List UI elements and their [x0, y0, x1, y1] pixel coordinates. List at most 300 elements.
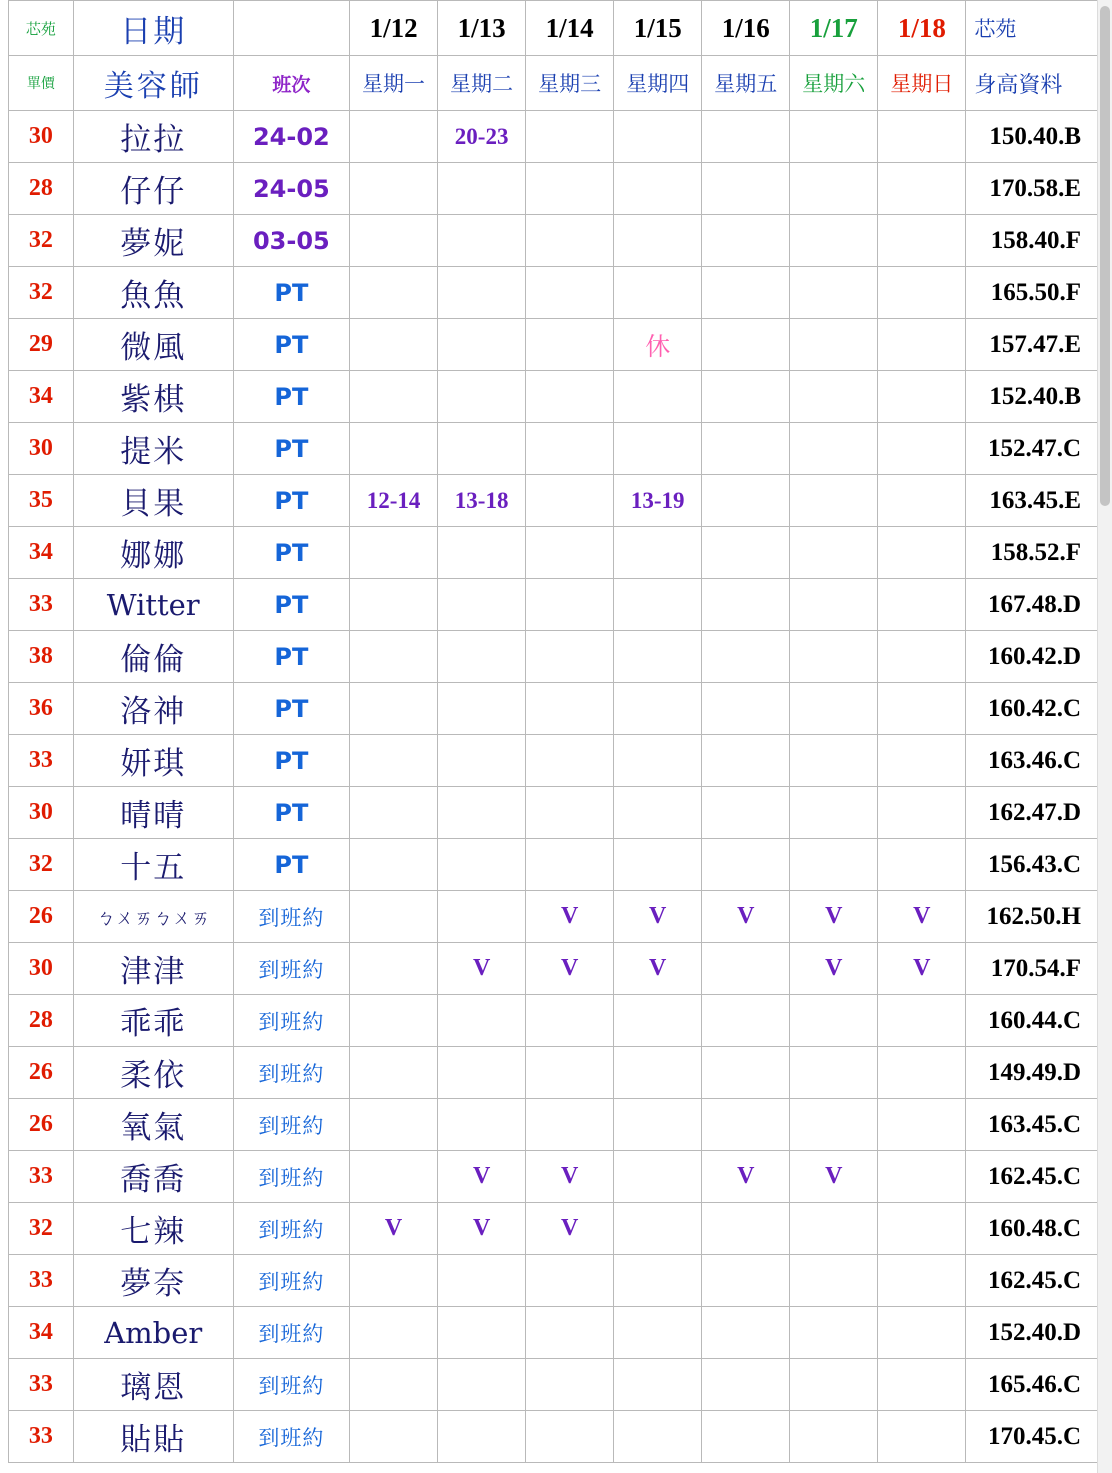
unit-price-value: 32 [28, 1215, 53, 1241]
cell-day-6[interactable] [878, 735, 966, 787]
cell-shift [233, 215, 349, 267]
cell-day-2[interactable] [526, 579, 614, 631]
shift-value: PT [274, 330, 309, 359]
cell-height-info [966, 891, 1098, 943]
cell-day-1[interactable] [438, 371, 526, 423]
cell-unit-price [9, 527, 74, 579]
cell-day-1[interactable] [438, 995, 526, 1047]
header-weekday-5: 星期六 [790, 56, 878, 111]
cell-shift [233, 579, 349, 631]
height-value: 167.48.D [987, 590, 1081, 618]
shift-value: PT [274, 694, 309, 723]
height-value: 170.58.E [989, 174, 1081, 202]
cell-day-0[interactable] [350, 371, 438, 423]
cell-day-0[interactable] [350, 735, 438, 787]
cell-day-5[interactable] [790, 423, 878, 475]
stylist-name-value: Amber [104, 1315, 203, 1350]
cell-stylist-name [73, 1255, 233, 1307]
cell-day-1[interactable] [438, 475, 526, 527]
cell-day-4[interactable] [702, 267, 790, 319]
cell-day-4[interactable] [702, 215, 790, 267]
cell-day-6[interactable] [878, 1099, 966, 1151]
cell-height-info [966, 1411, 1098, 1463]
height-value: 158.40.F [990, 226, 1081, 254]
cell-day-3[interactable] [614, 1203, 702, 1255]
cell-day-5[interactable] [790, 1099, 878, 1151]
cell-day-0[interactable] [350, 839, 438, 891]
cell-day-5[interactable] [790, 1047, 878, 1099]
cell-day-1[interactable] [438, 527, 526, 579]
cell-day-6[interactable] [878, 787, 966, 839]
cell-day-5[interactable] [790, 943, 878, 995]
shift-value: 到班約 [258, 1217, 325, 1242]
cell-day-5[interactable] [790, 527, 878, 579]
cell-day-2[interactable] [526, 1359, 614, 1411]
cell-shift [233, 111, 349, 163]
cell-day-1[interactable] [438, 1307, 526, 1359]
shift-label: 班次 [233, 56, 349, 111]
cell-unit-price [9, 1151, 74, 1203]
shift-value: 到班約 [258, 1009, 325, 1034]
cell-day-6[interactable] [878, 1307, 966, 1359]
shift-value: PT [274, 642, 309, 671]
unit-price-value: 29 [28, 331, 53, 357]
cell-day-4[interactable] [702, 735, 790, 787]
shift-value: PT [274, 278, 309, 307]
cell-day-3[interactable] [614, 527, 702, 579]
corner-tag-right: 芯苑 [966, 1, 1098, 56]
stylist-name-value: 倫倫 [120, 642, 187, 678]
cell-day-5[interactable] [790, 1307, 878, 1359]
cell-day-6[interactable] [878, 527, 966, 579]
cell-day-6[interactable] [878, 267, 966, 319]
cell-day-3[interactable] [614, 1411, 702, 1463]
cell-day-0[interactable] [350, 319, 438, 371]
cell-stylist-name [73, 579, 233, 631]
cell-day-4[interactable] [702, 631, 790, 683]
cell-day-4[interactable] [702, 1255, 790, 1307]
cell-day-5[interactable] [790, 631, 878, 683]
shift-value: 到班約 [258, 1269, 325, 1294]
cell-height-info [966, 1359, 1098, 1411]
cell-day-2[interactable] [526, 683, 614, 735]
shift-value: 03-05 [252, 226, 330, 255]
cell-day-0[interactable] [350, 163, 438, 215]
cell-height-info [966, 319, 1098, 371]
cell-day-2[interactable] [526, 1411, 614, 1463]
cell-day-6[interactable] [878, 1255, 966, 1307]
cell-day-4[interactable] [702, 1047, 790, 1099]
cell-day-2[interactable] [526, 839, 614, 891]
cell-day-0[interactable] [350, 423, 438, 475]
cell-day-4[interactable] [702, 579, 790, 631]
cell-day-1[interactable] [438, 1203, 526, 1255]
height-value: 165.50.F [990, 278, 1081, 306]
cell-day-5[interactable] [790, 787, 878, 839]
cell-day-3[interactable] [614, 891, 702, 943]
cell-unit-price [9, 1359, 74, 1411]
cell-day-4[interactable] [702, 1203, 790, 1255]
cell-height-info [966, 163, 1098, 215]
cell-day-0[interactable] [350, 683, 438, 735]
cell-day-1[interactable] [438, 839, 526, 891]
stylist-name-value: 璃恩 [120, 1370, 187, 1406]
cell-day-5[interactable] [790, 267, 878, 319]
cell-day-6[interactable] [878, 631, 966, 683]
cell-day-3[interactable] [614, 1255, 702, 1307]
table-row [9, 1411, 1098, 1463]
cell-day-2[interactable] [526, 267, 614, 319]
cell-day-1[interactable] [438, 1047, 526, 1099]
cell-day-1[interactable] [438, 267, 526, 319]
cell-day-1[interactable] [438, 163, 526, 215]
cell-day-6[interactable] [878, 111, 966, 163]
height-value: 162.50.H [986, 902, 1081, 930]
cell-day-4[interactable] [702, 1307, 790, 1359]
cell-unit-price [9, 995, 74, 1047]
cell-day-4[interactable] [702, 891, 790, 943]
day-entry-value: V [560, 1215, 579, 1241]
header-date-2: 1/14 [526, 1, 614, 56]
cell-day-2[interactable] [526, 111, 614, 163]
cell-day-6[interactable] [878, 319, 966, 371]
cell-day-0[interactable] [350, 527, 438, 579]
cell-day-2[interactable] [526, 371, 614, 423]
unit-price-value: 34 [28, 539, 53, 565]
cell-day-5[interactable] [790, 1151, 878, 1203]
cell-day-2[interactable] [526, 631, 614, 683]
cell-shift [233, 1151, 349, 1203]
cell-day-3[interactable] [614, 787, 702, 839]
stylist-name-value: 七辣 [120, 1214, 187, 1250]
cell-day-3[interactable] [614, 683, 702, 735]
cell-day-5[interactable] [790, 163, 878, 215]
cell-day-3[interactable] [614, 735, 702, 787]
cell-height-info [966, 735, 1098, 787]
cell-day-1[interactable] [438, 111, 526, 163]
cell-day-3[interactable] [614, 1359, 702, 1411]
cell-height-info [966, 787, 1098, 839]
cell-day-5[interactable] [790, 475, 878, 527]
shift-value: PT [274, 746, 309, 775]
cell-day-1[interactable] [438, 683, 526, 735]
height-value: 163.45.C [987, 1110, 1081, 1138]
cell-day-1[interactable] [438, 735, 526, 787]
cell-day-4[interactable] [702, 319, 790, 371]
cell-day-0[interactable] [350, 995, 438, 1047]
cell-day-3[interactable] [614, 423, 702, 475]
shift-value: 到班約 [258, 1425, 325, 1450]
cell-day-6[interactable] [878, 1359, 966, 1411]
cell-day-1[interactable] [438, 1099, 526, 1151]
cell-day-2[interactable] [526, 163, 614, 215]
cell-day-0[interactable] [350, 891, 438, 943]
cell-height-info [966, 631, 1098, 683]
cell-day-2[interactable] [526, 995, 614, 1047]
cell-day-3[interactable] [614, 475, 702, 527]
cell-unit-price [9, 1411, 74, 1463]
cell-day-0[interactable] [350, 215, 438, 267]
cell-day-2[interactable] [526, 735, 614, 787]
cell-day-5[interactable] [790, 319, 878, 371]
stylist-name-value: 提米 [120, 434, 187, 470]
cell-day-1[interactable] [438, 579, 526, 631]
cell-day-4[interactable] [702, 371, 790, 423]
header-row-dates [9, 1, 1098, 56]
height-value: 157.47.E [989, 330, 1081, 358]
cell-day-5[interactable] [790, 1203, 878, 1255]
cell-day-5[interactable] [790, 1255, 878, 1307]
cell-day-1[interactable] [438, 423, 526, 475]
cell-stylist-name [73, 371, 233, 423]
cell-day-0[interactable] [350, 1203, 438, 1255]
cell-day-2[interactable] [526, 1099, 614, 1151]
cell-day-6[interactable] [878, 839, 966, 891]
cell-unit-price [9, 683, 74, 735]
cell-day-0[interactable] [350, 943, 438, 995]
scrollbar-thumb[interactable] [1100, 6, 1110, 506]
unit-price-value: 30 [28, 123, 53, 149]
height-value: 162.45.C [987, 1266, 1081, 1294]
cell-stylist-name [73, 787, 233, 839]
cell-day-0[interactable] [350, 1099, 438, 1151]
cell-day-5[interactable] [790, 215, 878, 267]
cell-day-5[interactable] [790, 735, 878, 787]
shift-value: PT [274, 486, 309, 515]
cell-day-2[interactable] [526, 423, 614, 475]
cell-day-6[interactable] [878, 215, 966, 267]
cell-day-1[interactable] [438, 1411, 526, 1463]
cell-day-0[interactable] [350, 1255, 438, 1307]
cell-day-6[interactable] [878, 683, 966, 735]
header-weekday-4: 星期五 [702, 56, 790, 111]
cell-day-4[interactable] [702, 111, 790, 163]
cell-unit-price [9, 943, 74, 995]
header-date-0: 1/12 [350, 1, 438, 56]
cell-unit-price [9, 267, 74, 319]
cell-day-1[interactable] [438, 1151, 526, 1203]
table-row [9, 631, 1098, 683]
cell-day-6[interactable] [878, 943, 966, 995]
cell-day-4[interactable] [702, 683, 790, 735]
unit-price-value: 36 [28, 695, 53, 721]
cell-day-4[interactable] [702, 163, 790, 215]
stylist-name-value: 乖乖 [120, 1006, 187, 1042]
cell-day-5[interactable] [790, 891, 878, 943]
cell-day-6[interactable] [878, 1411, 966, 1463]
header-weekday-1: 星期二 [438, 56, 526, 111]
cell-day-0[interactable] [350, 579, 438, 631]
cell-day-4[interactable] [702, 1359, 790, 1411]
stylist-label: 美容師 [73, 56, 233, 111]
cell-day-3[interactable] [614, 579, 702, 631]
cell-height-info [966, 215, 1098, 267]
unit-price-value: 28 [28, 175, 53, 201]
cell-stylist-name [73, 1099, 233, 1151]
cell-height-info [966, 1255, 1098, 1307]
cell-shift [233, 1359, 349, 1411]
cell-stylist-name [73, 1151, 233, 1203]
cell-day-3[interactable] [614, 371, 702, 423]
header-date-5: 1/17 [790, 1, 878, 56]
cell-day-5[interactable] [790, 839, 878, 891]
height-value: 162.45.C [987, 1162, 1081, 1190]
cell-day-4[interactable] [702, 1151, 790, 1203]
cell-unit-price [9, 787, 74, 839]
table-row [9, 371, 1098, 423]
cell-day-4[interactable] [702, 839, 790, 891]
cell-day-5[interactable] [790, 371, 878, 423]
cell-day-5[interactable] [790, 111, 878, 163]
cell-day-1[interactable] [438, 1255, 526, 1307]
cell-day-3[interactable] [614, 1151, 702, 1203]
cell-day-3[interactable] [614, 319, 702, 371]
cell-day-2[interactable] [526, 1307, 614, 1359]
cell-day-2[interactable] [526, 475, 614, 527]
shift-value: 到班約 [258, 905, 325, 930]
cell-day-6[interactable] [878, 1203, 966, 1255]
cell-day-0[interactable] [350, 631, 438, 683]
cell-day-2[interactable] [526, 215, 614, 267]
cell-day-4[interactable] [702, 787, 790, 839]
height-value: 160.48.C [987, 1214, 1081, 1242]
header-date-3: 1/15 [614, 1, 702, 56]
cell-day-6[interactable] [878, 163, 966, 215]
cell-day-0[interactable] [350, 475, 438, 527]
cell-day-2[interactable] [526, 787, 614, 839]
unit-price-value: 32 [28, 851, 53, 877]
cell-day-2[interactable] [526, 527, 614, 579]
cell-day-6[interactable] [878, 891, 966, 943]
cell-day-3[interactable] [614, 943, 702, 995]
cell-stylist-name [73, 735, 233, 787]
header-weekday-0: 星期一 [350, 56, 438, 111]
cell-day-0[interactable] [350, 1411, 438, 1463]
table-row [9, 267, 1098, 319]
cell-height-info [966, 1203, 1098, 1255]
cell-day-2[interactable] [526, 1255, 614, 1307]
cell-day-3[interactable] [614, 1099, 702, 1151]
cell-unit-price [9, 163, 74, 215]
cell-stylist-name [73, 527, 233, 579]
cell-day-5[interactable] [790, 1359, 878, 1411]
cell-shift [233, 735, 349, 787]
cell-day-3[interactable] [614, 839, 702, 891]
unit-price-value: 38 [28, 643, 53, 669]
height-value: 162.47.D [987, 798, 1081, 826]
cell-height-info [966, 1151, 1098, 1203]
stylist-name-value: ㄅㄨㄞㄅㄨㄞ [96, 907, 211, 929]
table-row [9, 1203, 1098, 1255]
cell-day-4[interactable] [702, 475, 790, 527]
cell-day-2[interactable] [526, 1047, 614, 1099]
shift-value: PT [274, 590, 309, 619]
cell-day-2[interactable] [526, 1203, 614, 1255]
cell-day-4[interactable] [702, 1411, 790, 1463]
cell-day-6[interactable] [878, 423, 966, 475]
date-label-cell: 日期 [73, 1, 233, 56]
vertical-scrollbar[interactable] [1097, 0, 1112, 1473]
cell-day-0[interactable] [350, 1359, 438, 1411]
cell-day-5[interactable] [790, 1411, 878, 1463]
cell-day-3[interactable] [614, 995, 702, 1047]
cell-day-6[interactable] [878, 1151, 966, 1203]
cell-day-2[interactable] [526, 1151, 614, 1203]
cell-shift [233, 267, 349, 319]
cell-day-4[interactable] [702, 1099, 790, 1151]
cell-day-0[interactable] [350, 1047, 438, 1099]
cell-day-1[interactable] [438, 319, 526, 371]
day-entry-value: 休 [645, 331, 671, 361]
cell-height-info [966, 839, 1098, 891]
cell-day-3[interactable] [614, 1047, 702, 1099]
day-entry-value: V [913, 903, 931, 929]
cell-day-1[interactable] [438, 943, 526, 995]
cell-day-1[interactable] [438, 787, 526, 839]
cell-shift [233, 787, 349, 839]
cell-unit-price [9, 631, 74, 683]
shift-value: 到班約 [258, 1321, 325, 1346]
table-row [9, 527, 1098, 579]
cell-day-6[interactable] [878, 1047, 966, 1099]
cell-day-0[interactable] [350, 787, 438, 839]
cell-day-1[interactable] [438, 891, 526, 943]
cell-day-0[interactable] [350, 1151, 438, 1203]
day-entry-value: 20-23 [454, 123, 509, 149]
cell-day-6[interactable] [878, 995, 966, 1047]
cell-day-6[interactable] [878, 475, 966, 527]
cell-day-6[interactable] [878, 371, 966, 423]
unit-price-value: 34 [28, 383, 53, 409]
cell-day-5[interactable] [790, 995, 878, 1047]
cell-day-5[interactable] [790, 579, 878, 631]
cell-day-5[interactable] [790, 683, 878, 735]
cell-day-4[interactable] [702, 423, 790, 475]
cell-day-2[interactable] [526, 891, 614, 943]
header-blank-shift [233, 1, 349, 56]
cell-day-1[interactable] [438, 1359, 526, 1411]
height-value: 160.42.C [987, 694, 1081, 722]
cell-day-3[interactable] [614, 631, 702, 683]
unit-price-label: 單價 [9, 56, 74, 111]
cell-day-4[interactable] [702, 527, 790, 579]
cell-day-2[interactable] [526, 319, 614, 371]
cell-stylist-name [73, 163, 233, 215]
cell-day-3[interactable] [614, 215, 702, 267]
cell-day-3[interactable] [614, 163, 702, 215]
cell-day-2[interactable] [526, 943, 614, 995]
cell-day-1[interactable] [438, 215, 526, 267]
cell-shift [233, 371, 349, 423]
cell-day-1[interactable] [438, 631, 526, 683]
cell-day-0[interactable] [350, 111, 438, 163]
cell-day-0[interactable] [350, 267, 438, 319]
day-entry-value: 13-18 [454, 487, 509, 513]
cell-day-4[interactable] [702, 943, 790, 995]
cell-day-3[interactable] [614, 267, 702, 319]
cell-day-6[interactable] [878, 579, 966, 631]
cell-stylist-name [73, 1047, 233, 1099]
cell-day-0[interactable] [350, 1307, 438, 1359]
cell-height-info [966, 1307, 1098, 1359]
cell-day-3[interactable] [614, 1307, 702, 1359]
cell-day-4[interactable] [702, 995, 790, 1047]
header-weekday-6: 星期日 [878, 56, 966, 111]
table-row [9, 1099, 1098, 1151]
cell-unit-price [9, 319, 74, 371]
cell-shift [233, 943, 349, 995]
cell-day-3[interactable] [614, 111, 702, 163]
